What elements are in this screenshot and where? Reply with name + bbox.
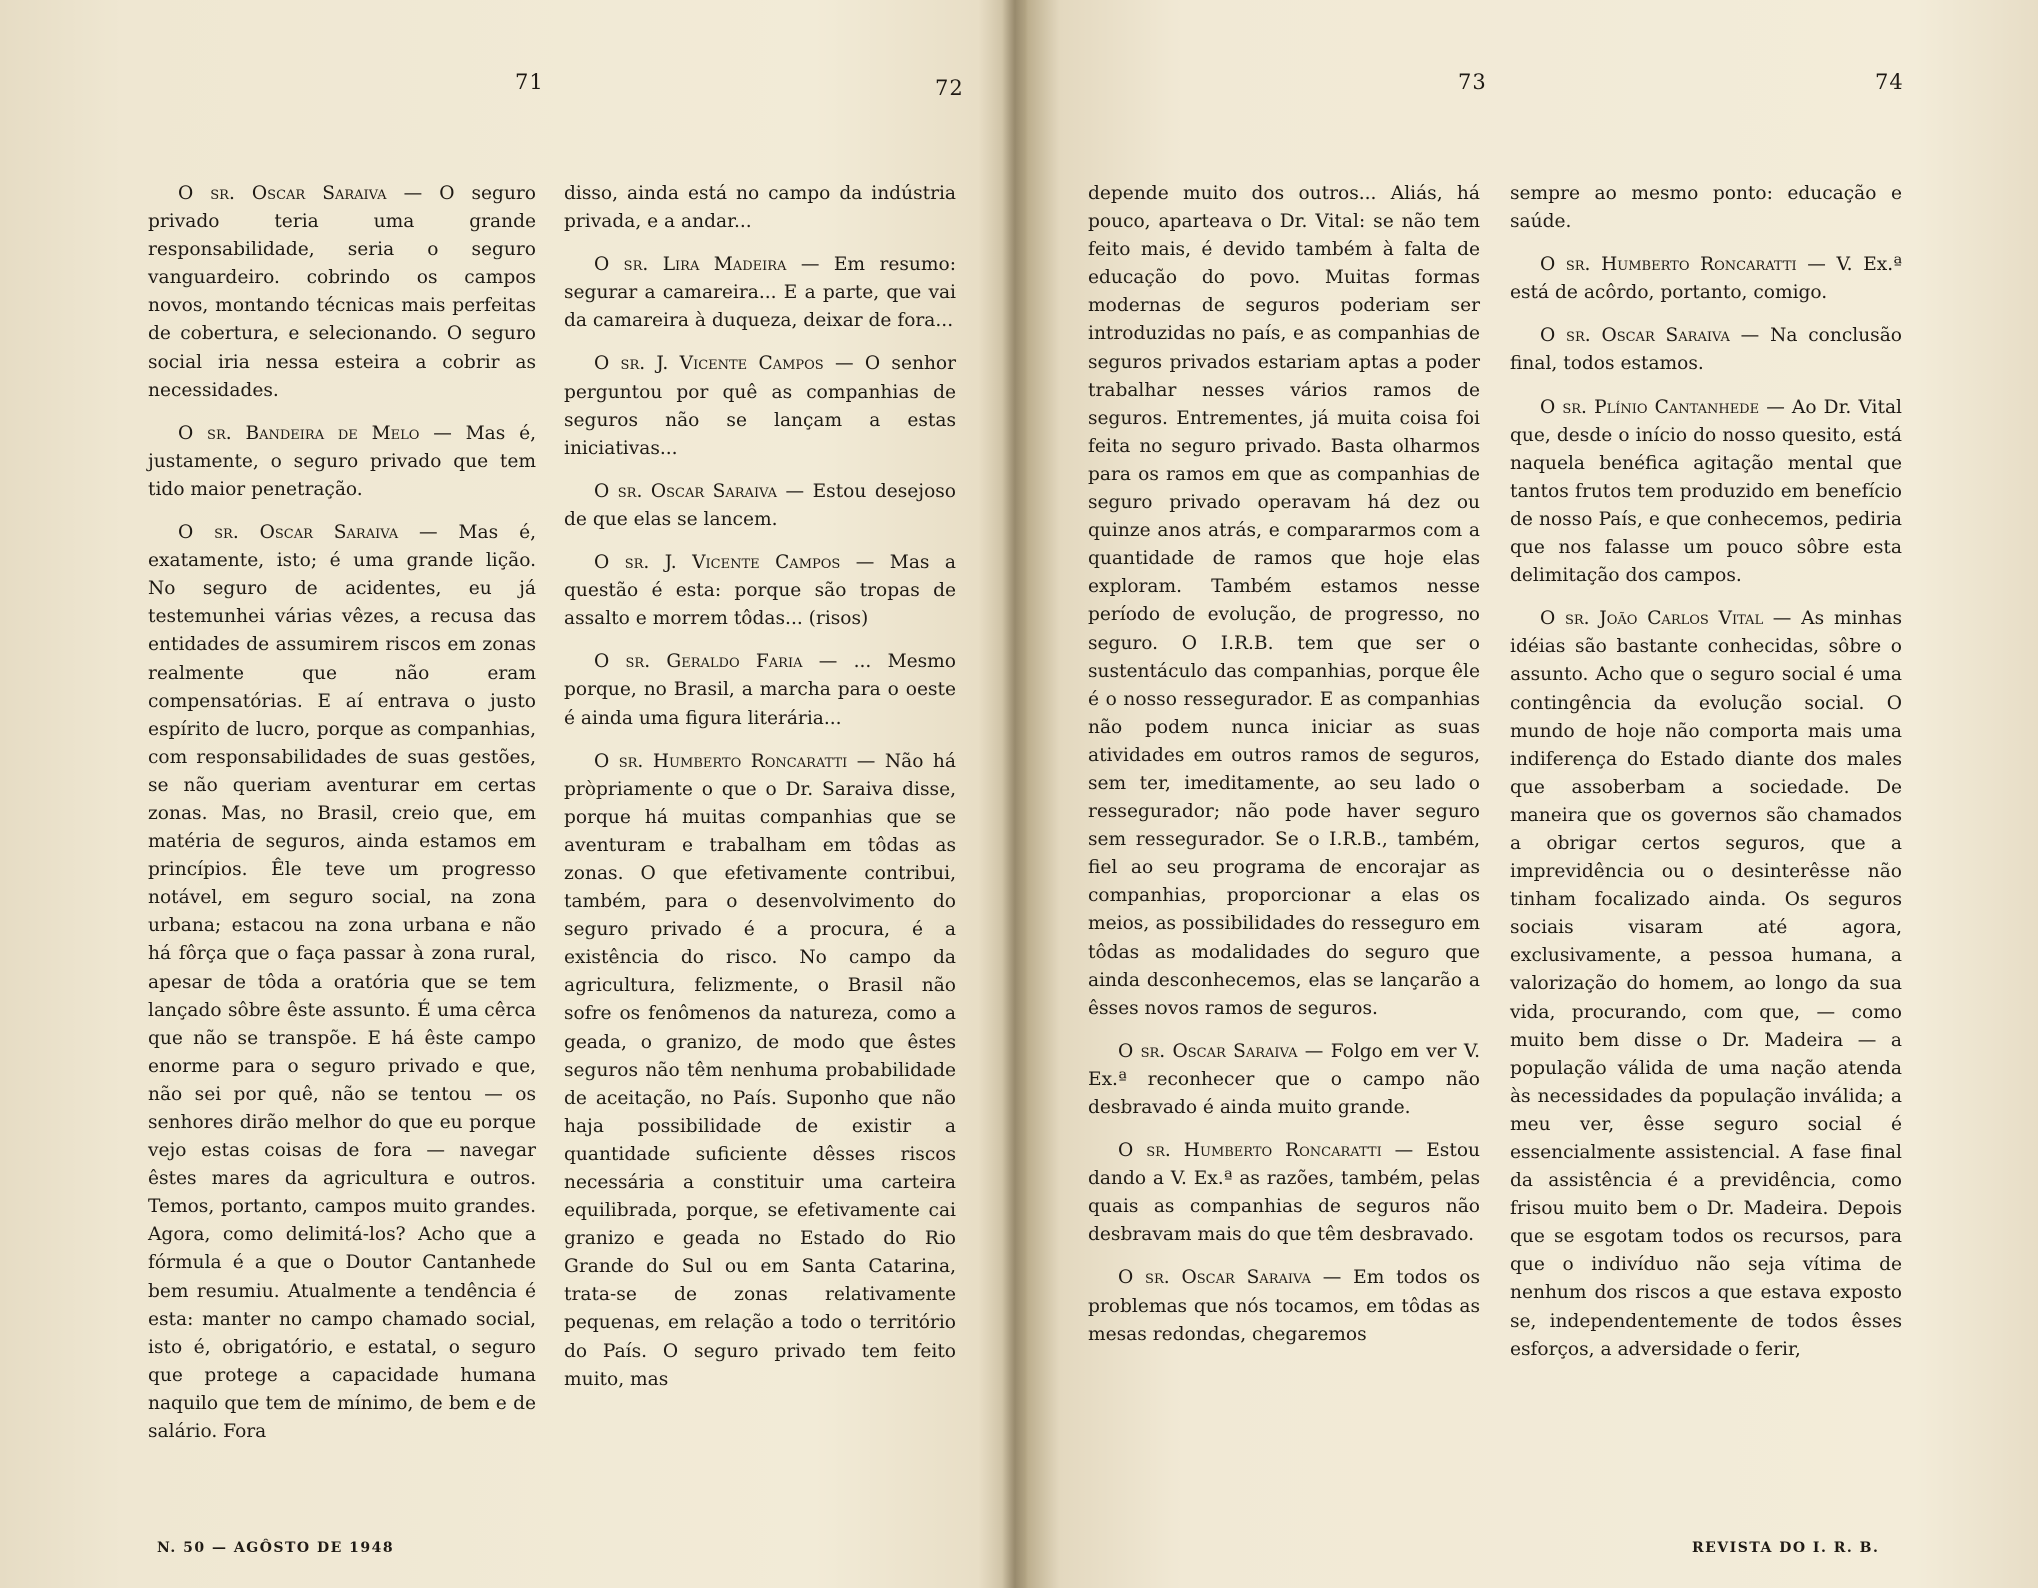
book-gutter — [1002, 0, 1028, 1588]
page-number-73: 73 — [1458, 70, 1487, 94]
speaker-name: O sr. Humberto Roncaratti — — [1540, 254, 1826, 276]
speech-text: ... Mesmo porque, no Brasil, a marcha para o oeste é ainda uma figura literária... — [564, 651, 956, 729]
speaker-name: O sr. Plínio Cantanhede — — [1540, 396, 1785, 418]
paragraph — [1510, 251, 1902, 307]
speaker-name: O sr. Humberto Roncaratti — — [1118, 1140, 1414, 1162]
speech-text: O senhor perguntou por quê as companhias de seguros não se lançam a estas iniciativas... — [564, 353, 956, 459]
speaker-name: O sr. João Carlos Vital — — [1540, 608, 1792, 630]
paragraph — [1088, 1038, 1480, 1122]
paragraph — [148, 180, 536, 405]
speaker-name: O sr. Lira Madeira — — [594, 254, 820, 276]
paragraph — [564, 251, 956, 335]
page-72-column — [564, 180, 956, 1409]
paragraph — [148, 420, 536, 504]
footer-issue-date: N. 50 — AGÔSTO DE 1948 — [157, 1540, 395, 1556]
speech-text: disso, ainda está no campo da indústria privada, e a andar... — [564, 183, 956, 233]
speaker-name: O sr. Oscar Saraiva — — [1540, 325, 1760, 347]
speech-text: Mas a questão é esta: porque são tropas de assalto e morrem tôdas... (risos) — [564, 552, 956, 630]
page-number-74: 74 — [1875, 70, 1904, 94]
speech-text: Na conclusão final, todos estamos. — [1510, 325, 1902, 375]
speaker-name: O sr. Bandeira de Melo — — [178, 422, 452, 444]
speech-text: V. Ex.ª está de acôrdo, portanto, comigo. — [1510, 254, 1902, 304]
speech-text: Estou desejoso de que elas se lancem. — [564, 480, 956, 530]
page-73-column — [1088, 180, 1480, 1364]
paragraph — [1510, 322, 1902, 378]
page-number-72: 72 — [935, 76, 964, 100]
speech-text: Folgo em ver V. Ex.ª reconhecer que o campo não desbravado é ainda muito grande. — [1088, 1040, 1480, 1118]
speech-text: Mas é, justamente, o seguro privado que tem tido maior penetração. — [148, 422, 536, 500]
speech-text: sempre ao mesmo ponto: educação e saúde. — [1510, 183, 1902, 233]
speaker-name: O sr. Geraldo Faria — — [594, 651, 838, 673]
footer-journal-name: REVISTA DO I. R. B. — [1692, 1540, 1880, 1556]
speech-text: Em todos os problemas que nós tocamos, em tôdas as mesas redondas, chegaremos — [1088, 1267, 1481, 1345]
paragraph — [1088, 1137, 1480, 1249]
paragraph — [1510, 394, 1902, 591]
paragraph — [564, 180, 956, 236]
speech-text: O seguro privado teria uma grande responsabilidade, seria o seguro vanguardeiro. cobrindo os campos novos, montando técnicas mais perfeitas de cobertura, e selecionando. O seguro social iria nessa esteira a cobrir as necessidades. — [148, 183, 537, 401]
speaker-name: O sr. Oscar Saraiva — — [178, 522, 438, 544]
speech-text: Não há pròpriamente o que o Dr. Saraiva disse, porque há muitas companhias que se aventuram e trabalham em tôdas as zonas. O que efetivamente contribui, também, para o desenvolvimento do seguro privado é a procura, é a existência do risco. No campo da agricultura, felizmente, o Brasil não sofre os fenômenos da natureza, como a geada, o granizo, de modo que êstes seguros não têm nenhuma probabilidade de aceitação, no País. Suponho que não haja possibilidade de existir a quantidade suficiente dêsses riscos necessária a constituir uma carteira equilibrada, porque, se efetivamente cai granizo e geada no Estado do Rio Grande do Sul ou em Santa Catarina, trata-se de zonas relativamente pequenas, em relação a todo o território do País. O seguro privado tem feito muito, mas — [564, 750, 956, 1390]
speech-text: As minhas idéias são bastante conhecidas, sôbre o assunto. Acho que o seguro social é uma contingência da evolução social. O mundo de hoje não comporta mais uma indiferença do Estado diante dos males que assoberbam a sociedade. De maneira que os governos são chamados a obrigar certos seguros, que a imprevidência ou o desinterêsse não tinham focalizado ainda. Os seguros sociais visaram até agora, exclusivamente, a pessoa humana, a valorização do homem, ao longo da sua vida, procurando, com que, — como muito bem disse o Dr. Madeira — a população válida de uma nação atenda às necessidades da população inválida; a meu ver, êsse seguro social é essencialmente assistencial. A fase final da assistência é a previdência, como frisou muito bem o Dr. Madeira. Depois que se esgotam todos os recursos, para que o indivíduo não seja vítima de nenhum dos riscos a que estava exposto se, independentemente de todos êsses esforços, a adversidade o ferir, — [1510, 608, 1902, 1360]
paragraph — [148, 519, 536, 1446]
paragraph — [1088, 1264, 1480, 1348]
speaker-name: O sr. Oscar Saraiva — — [1118, 1040, 1324, 1062]
page-number-71: 71 — [515, 70, 544, 94]
speaker-name: O sr. Oscar Saraiva — — [594, 480, 805, 502]
paragraph — [1088, 180, 1480, 1023]
page-74-column — [1510, 180, 1902, 1379]
paragraph — [564, 350, 956, 462]
paragraph — [564, 648, 956, 732]
speaker-name: O sr. Oscar Saraiva — — [1118, 1267, 1342, 1289]
speech-text: Estou dando a V. Ex.ª as razões, também, pelas quais as companhias de seguros não desbravam mais do que têm desbravado. — [1088, 1140, 1480, 1246]
speech-text: Em resumo: segurar a camareira... E a parte, que vai da camareira à duqueza, deixar de fora... — [564, 254, 956, 332]
speaker-name: O sr. J. Vicente Campos — — [594, 353, 854, 375]
paragraph — [1510, 180, 1902, 236]
speech-text: depende muito dos outros... Aliás, há pouco, aparteava o Dr. Vital: se não tem feito mais, é devido também à falta de educação do povo. Muitas formas modernas de seguros poderiam ser introduzidas no país, e as companhias de seguros privados estariam aptas a poder trabalhar nesses vários ramos de seguros. Entrementes, já muita coisa foi feita no seguro privado. Basta olharmos para os ramos em que as companhias de seguro privado operavam há dez ou quinze anos atrás, e compararmos com a quantidade de ramos que hoje elas exploram. Também estamos nesse período de evolução, de progresso, no seguro. O I.R.B. tem que ser o sustentáculo das companhias, porque êle é o nosso ressegurador. E as companhias não podem nunca iniciar as suas atividades em outros ramos de seguros, sem ter, imeditamente, ao seu lado o ressegurador; não pode haver seguro sem ressegurador. Se o I.R.B., também, fiel ao seu programa de encorajar as companhias, proporcionar a elas os meios, as possibilidades do resseguro em tôdas as modalidades do seguro que ainda desconhecemos, elas se lançarão a êsses novos ramos de seguros. — [1088, 183, 1480, 1019]
speaker-name: O sr. Humberto Roncaratti — — [594, 750, 876, 772]
speech-text: Mas é, exatamente, isto; é uma grande lição. No seguro de acidentes, eu já testemunhei várias vêzes, a recusa das entidades de assumirem riscos em zonas realmente que não eram compensatórias. E aí entrava o justo espírito de lucro, porque as companhias, com responsabilidades de suas gestões, se não queriam aventurar em certas zonas. Mas, no Brasil, creio que, em matéria de seguros, ainda estamos em princípios. Êle teve um progresso notável, em seguro social, na zona urbana; estacou na zona urbana e não há fôrça que o faça passar à zona rural, apesar de tôda a oratória que se tem lançado sôbre êste assunto. É uma cêrca que não se transpõe. E há êste campo enorme para o seguro privado e que, não sei por quê, não se tentou — os senhores dirão melhor do que eu porque vejo estas coisas de fora — navegar êstes mares da agricultura e outros. Temos, portanto, campos muito grandes. Agora, como delimitá-los? Acho que a fórmula é a que o Doutor Cantanhede bem resumiu. Atualmente a tendência é esta: manter no campo chamado social, isto é, obrigatório, e estatal, o seguro que protege a capacidade humana naquilo que tem de mínimo, de bem e de salário. Fora — [148, 522, 536, 1443]
speaker-name: O sr. Oscar Saraiva — — [178, 183, 423, 204]
paragraph — [564, 478, 956, 534]
page-71-column — [148, 180, 536, 1461]
paragraph — [1510, 605, 1902, 1364]
paragraph — [564, 549, 956, 633]
speech-text: Ao Dr. Vital que, desde o início do nosso quesito, está naquela benéfica agitação mental que tantos frutos tem produzido em benefício de nosso País, e que conhecemos, pediria que nos falasse um pouco sôbre esta delimitação dos campos. — [1510, 396, 1902, 587]
paragraph — [564, 748, 956, 1394]
speaker-name: O sr. J. Vicente Campos — — [594, 552, 875, 574]
